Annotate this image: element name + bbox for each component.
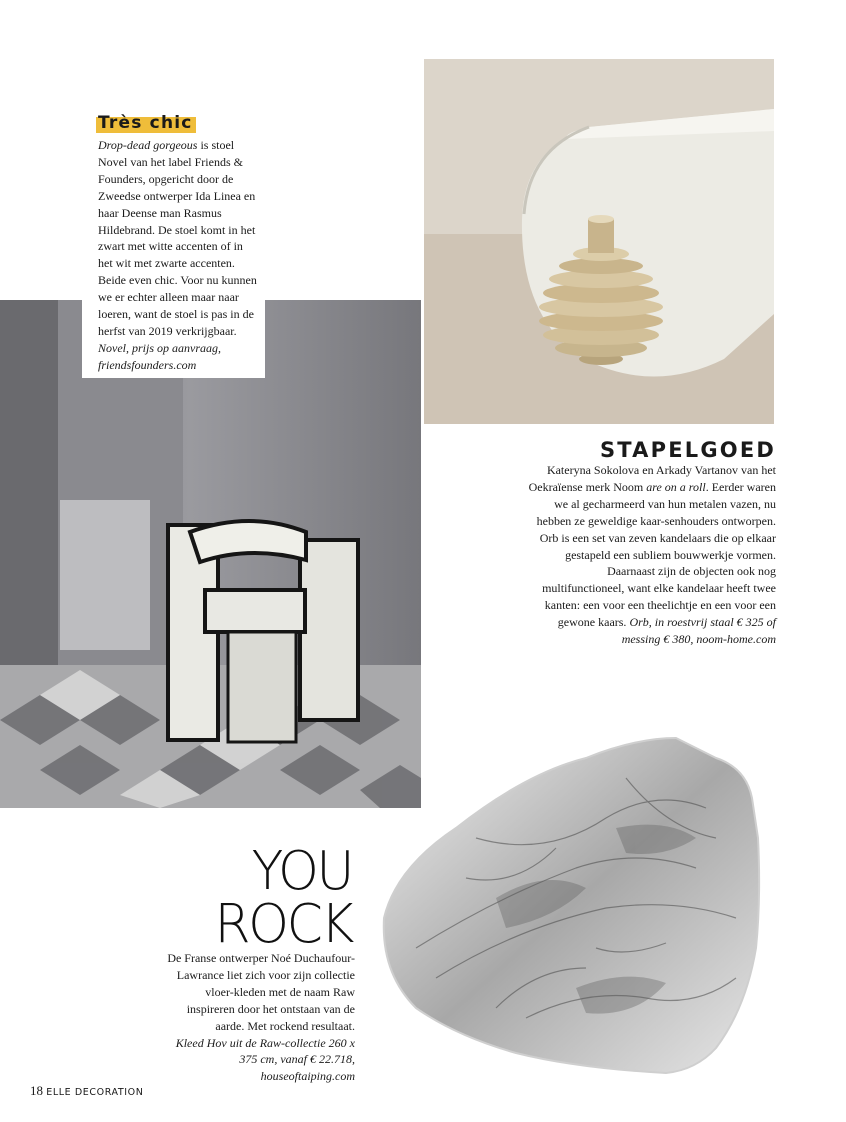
- stapelgoed-credit: Orb, in roestvrij staal € 325 of messing € 380, noom-home.com: [621, 615, 776, 647]
- rock-rug-photo: [376, 718, 766, 1074]
- you-rock-line-2: ROCK: [214, 893, 352, 956]
- tres-chic-body: is stoel Novel van het label Friends & Founders, opgericht door de Zweedse ontwerper Ida Linea en haar Deense man Rasmus Hildebrand. De stoel komt in het zwart met witte accenten of in het wit met zwarte accenten. Beide even chic. Voor nu kunnen we er echter alleen maar naar loeren, want de stoel is pas in de herfst van 2019 verkrijgbaar.: [98, 138, 257, 338]
- orb-candle-holder-photo: [424, 59, 774, 424]
- tres-chic-intro: Drop-dead gorgeous: [98, 138, 198, 152]
- page-number: 18: [30, 1083, 43, 1098]
- magazine-name: ELLE DECORATION: [46, 1087, 144, 1098]
- you-rock-heading: [150, 840, 352, 956]
- you-rock-line-1: YOU: [251, 840, 352, 903]
- stapelgoed-body-2: . Eerder waren we al gecharmeerd van hun metalen vazen, nu hebben ze geweldige kaar-senhouders ontworpen. Orb is een set van zeven kandelaars die op elkaar gestapeld een subliem bouwwerkje vormen. Daarnaast zijn de objecten ook nog multifunctioneel, want elke kandelaar heeft twee kanten: een voor een theelichtje en een voor een gewone kaars.: [536, 479, 776, 630]
- stapelgoed-heading: STAPELGOED: [599, 438, 776, 462]
- stapelgoed-text: [526, 462, 776, 648]
- you-rock-credit-text: Kleed Hov uit de Raw-collectie 260 x 375 cm, vanaf € 22.718, houseoftaiping.com: [175, 1035, 355, 1084]
- rug-image: [376, 718, 766, 1074]
- tres-chic-text: [98, 137, 258, 374]
- you-rock-body: De Franse ontwerper Noé Duchaufour-Lawrance liet zich voor zijn collectie vloer-kleden met de naam Raw inspireren door het ontstaan van de aarde. Met rockend resultaat.: [167, 951, 355, 1033]
- you-rock-text: [162, 950, 355, 1085]
- stapelgoed-body-1: Kateryna Sokolova en Arkady Vartanov van het Oekraïense merk Noom: [528, 463, 776, 494]
- page-folio: [30, 1083, 143, 1099]
- tres-chic-heading: Très chic: [96, 113, 196, 133]
- tres-chic-credit: Novel, prijs op aanvraag, friendsfounders.com: [98, 340, 221, 372]
- you-rock-credit: [162, 1035, 355, 1086]
- orb-image: [424, 59, 774, 424]
- stapelgoed-italic: are on a roll: [646, 479, 706, 494]
